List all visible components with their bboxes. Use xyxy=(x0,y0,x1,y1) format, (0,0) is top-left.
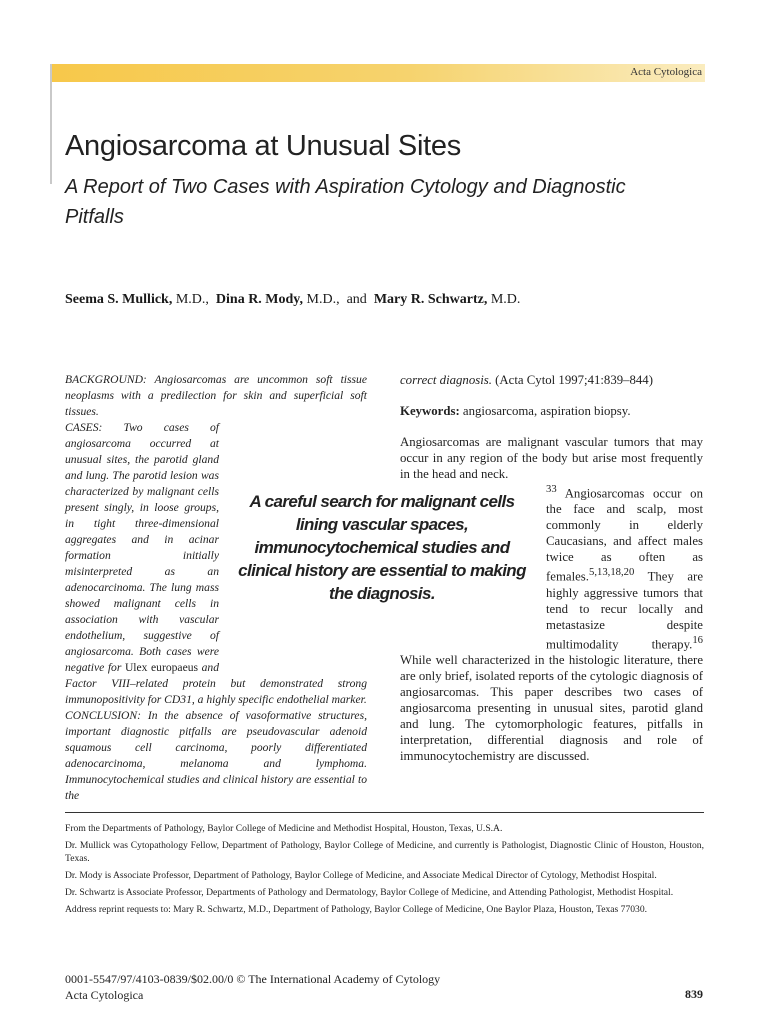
copyright-line: 0001-5547/97/4103-0839/$02.00/0 © The International Academy of Cytology xyxy=(65,972,441,986)
author-degree: M.D., xyxy=(172,292,209,307)
author-name: Mary R. Schwartz, xyxy=(373,292,488,307)
citation-ref: 33 xyxy=(546,484,557,495)
pull-quote-line: clinical history are essential to making xyxy=(238,561,526,580)
pull-quote-line: A careful search for malignant cells xyxy=(249,492,515,511)
author-name: Dina R. Mody, xyxy=(215,292,304,307)
footer-info xyxy=(65,971,440,1003)
introduction-paragraph: Angiosarcomas are malignant vascular tumors that may occur in any region of the body but arise most frequently in the head and neck. $^{33}$ Angiosarcomas occur on the face and scalp, most commonly in elderly Caucasians, and affect males twice as often as females.$^{5,13,18,20}$ They are highly aggressive tumors that tend to recur locally and metastasize despite multimodality therapy.$^{16}$ While well characterized in the histologic literature, there are only brief, isolated reports of the cytologic diagnosis of angiosarcomas. This paper describes two cases of angiosarcoma presenting in unusual sites, parotid gland and lung. The cytomorphologic features, pitfalls in interpretation, differential diagnosis and role of immunocytochemistry are discussed. xyxy=(400,435,703,763)
right-column xyxy=(400,372,703,764)
article-subtitle: A Report of Two Cases with Aspiration Cytology and Diagnostic Pitfalls xyxy=(65,176,626,228)
abstract-conclusion: CONCLUSION: In the absence of vasoformative structures, important diagnostic pitfalls are pseudovascular adenoid squamous cell carcinoma, poorly differentiated adenocarcinoma, melanoma and lymphoma. Immunocytochemical studies and clinical history are essential to the xyxy=(65,709,367,802)
citation-ref: 16 xyxy=(692,634,703,646)
pullquote-spacer xyxy=(400,482,546,646)
footer-journal: Acta Cytologica xyxy=(65,988,144,1002)
pull-quote-line: lining vascular spaces, xyxy=(295,515,469,534)
citation-ref: 5,13,18,20 xyxy=(589,567,635,579)
header-margin-line xyxy=(50,64,52,184)
footnote-author: Dr. Mody is Associate Professor, Department of Pathology, Baylor College of Medicine, and Associate Medical Director of Cytology, Methodist Hospital. xyxy=(65,870,657,881)
footnote-author: Dr. Schwartz is Associate Professor, Departments of Pathology and Dermatology, Baylor College of Medicine, and Attending Pathologist, Methodist Hospital. xyxy=(65,887,674,898)
pull-quote-line: the diagnosis. xyxy=(329,584,435,603)
abstract-background: BACKGROUND: Angiosarcomas are uncommon soft tissue neoplasms with a predilection for skin and superficial soft tissues. xyxy=(65,373,367,418)
article-title: Angiosarcoma at Unusual Sites xyxy=(65,130,461,162)
page-number: 839 xyxy=(685,987,703,1001)
footnote-divider xyxy=(65,812,704,813)
header-color-band xyxy=(50,64,705,82)
running-header-journal: Acta Cytologica xyxy=(630,66,702,78)
author-degree: M.D. xyxy=(487,292,521,307)
keywords: Keywords: angiosarcoma, aspiration biopsy. xyxy=(400,404,631,418)
footnote-reprint: Address reprint requests to: Mary R. Schwartz, M.D., Department of Pathology, Baylor College of Medicine, One Baylor Plaza, Houston, Texas 77030. xyxy=(65,904,648,915)
author-conjunction: and xyxy=(346,292,367,307)
pull-quote-line: immunocytochemical studies and xyxy=(254,538,510,557)
abstract-cases: CASES: Two cases of angiosarcoma occurred at unusual sites, the parotid gland and lung. The parotid lesion was characterized by malignant cells present singly, in loose groups, in tight three-dimensional aggregates and in acinar formation initially misinterpreted as an adenocarcinoma. The lung mass showed malignant cells in association with vascular endothelium, suggestive of angiosarcoma. Both cases were negative for Ulex europaeus and Factor VIII–related protein but demonstrated strong immunopositivity for CD31, a highly specific endothelial marker. xyxy=(65,421,367,706)
footnotes xyxy=(65,822,704,920)
author-line xyxy=(65,292,520,308)
abstract-continuation: correct diagnosis. (Acta Cytol 1997;41:839–844) xyxy=(400,373,653,387)
ulex-term: Ulex europaeus xyxy=(124,661,199,674)
footnote-author: Dr. Mullick was Cytopathology Fellow, Department of Pathology, Baylor College of Medicine, and currently is Pathologist, Diagnostic Clinic of Houston, Houston, Texas. xyxy=(65,840,704,864)
footnote-affiliation: From the Departments of Pathology, Baylor College of Medicine and Methodist Hospital, Houston, Texas, U.S.A. xyxy=(65,823,503,834)
author-name: Seema S. Mullick, xyxy=(65,292,173,307)
author-degree: M.D., xyxy=(303,292,340,307)
